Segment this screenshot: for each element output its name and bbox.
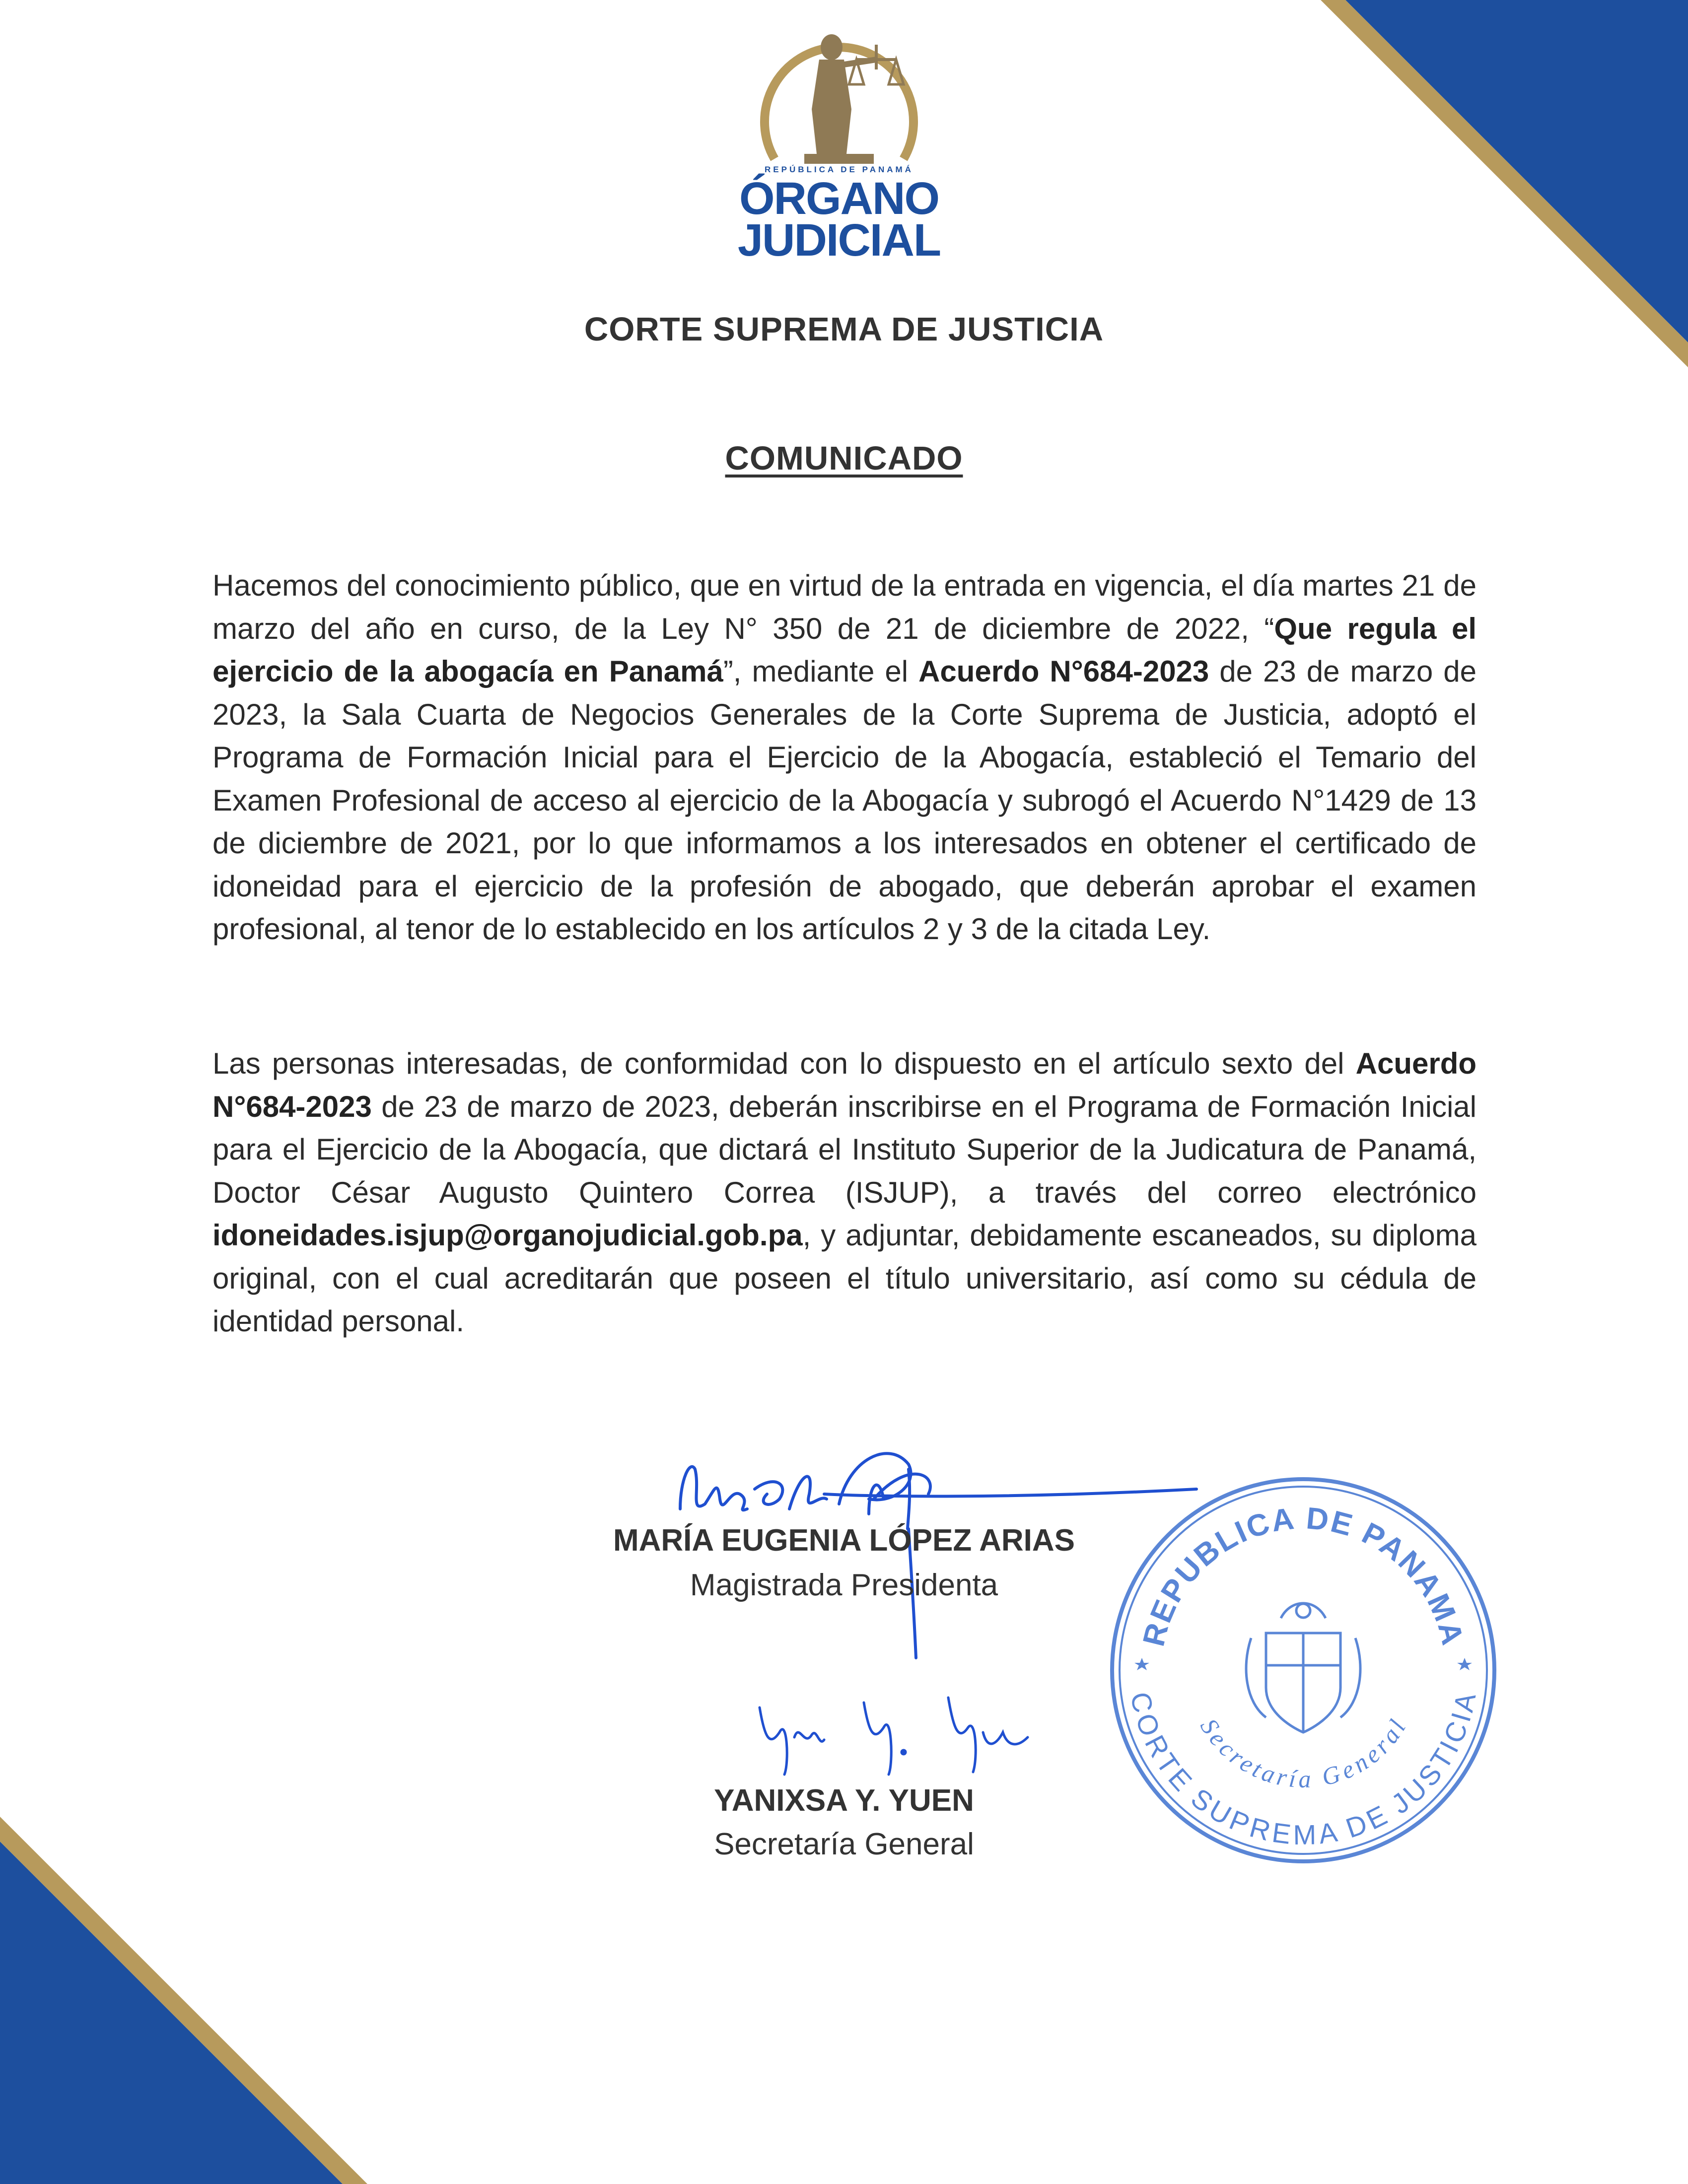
signatory-2-name: YANIXSA Y. YUEN (714, 1783, 974, 1818)
stamp-outer-top-text: REPUBLICA DE PANAMA (1136, 1501, 1470, 1650)
logo-country-text: REPÚBLICA DE PANAMÁ (765, 165, 914, 174)
stamp-inner-text: Secretaría General (1195, 1713, 1412, 1793)
para1-text-3: de 23 de marzo de 2023, la Sala Cuarta de Negocios Generales de la Corte Suprema de Justicia, adoptó el Programa de Formación Inicial para el Ejercicio de la Abogacía, estableció el Temario del Examen Profesional de acceso al ejercicio de la Abogacía y subrogó el Acuerdo N°1429 de 13 de diciembre de 2021, por lo que informamos a los interesados en obtener el certificado de idoneidad para el ejercicio de la profesión de abogado, que deberán aprobar el examen profesional, al tenor de lo establecido en los artículos 2 y 3 de la citada Ley. (212, 655, 1477, 946)
paragraph-2 (212, 1042, 1477, 1343)
signatory-1-title: Magistrada Presidenta (690, 1568, 998, 1602)
stamp-outer-bottom-text: CORTE SUPREMA DE JUSTICIA (1125, 1689, 1482, 1851)
para2-text-3: , y adjuntar, debidamente escaneados, su diploma original, con el cual acreditarán que poseen el título universitario, así como su cédula de identidad personal. (212, 1219, 1477, 1338)
court-title: CORTE SUPREMA DE JUSTICIA (584, 311, 1104, 348)
para1-law-title: Que regula el ejercicio de la abogacía en Panamá (212, 612, 1477, 688)
logo-line-1: ÓRGANO (739, 173, 939, 224)
justice-statue-icon (745, 10, 933, 174)
document-heading: COMUNICADO (725, 440, 963, 477)
signatory-2-title: Secretaría General (714, 1827, 974, 1861)
corner-decoration-bottom-left (0, 1668, 516, 2184)
para2-agreement-ref: Acuerdo N°684-2023 (212, 1047, 1477, 1123)
para2-text-2: de 23 de marzo de 2023, deberán inscribirse en el Programa de Formación Inicial para el Ejercicio de la Abogacía, que dictará el Instituto Superior de la Judicatura de Panamá, Doctor César Augusto Quintero Correa (ISJUP), a través del correo electrónico (212, 1090, 1477, 1209)
para2-text-1: Las personas interesadas, de conformidad con lo dispuesto en el artículo sexto del (212, 1047, 1356, 1080)
coat-of-arms-icon (1246, 1603, 1360, 1732)
official-stamp (1102, 1469, 1504, 1871)
para1-text-2: ”, mediante el (723, 655, 919, 688)
signatory-1-name: MARÍA EUGENIA LÓPEZ ARIAS (613, 1523, 1075, 1558)
paragraph-1 (212, 564, 1477, 951)
para2-email: idoneidades.isjup@organojudicial.gob.pa (212, 1219, 803, 1252)
logo-line-2: JUDICIAL (737, 215, 941, 266)
para1-agreement-ref: Acuerdo N°684-2023 (918, 655, 1209, 688)
organo-judicial-logo (735, 10, 943, 266)
para1-text-1: Hacemos del conocimiento público, que en virtud de la entrada en vigencia, el día martes 21 de marzo del año en curso, de la Ley N° 350 de 21 de diciembre de 2022, “ (212, 569, 1477, 645)
corner-decoration-top-right (1172, 0, 1688, 516)
signature-yanixsa-yuen (750, 1688, 1067, 1777)
